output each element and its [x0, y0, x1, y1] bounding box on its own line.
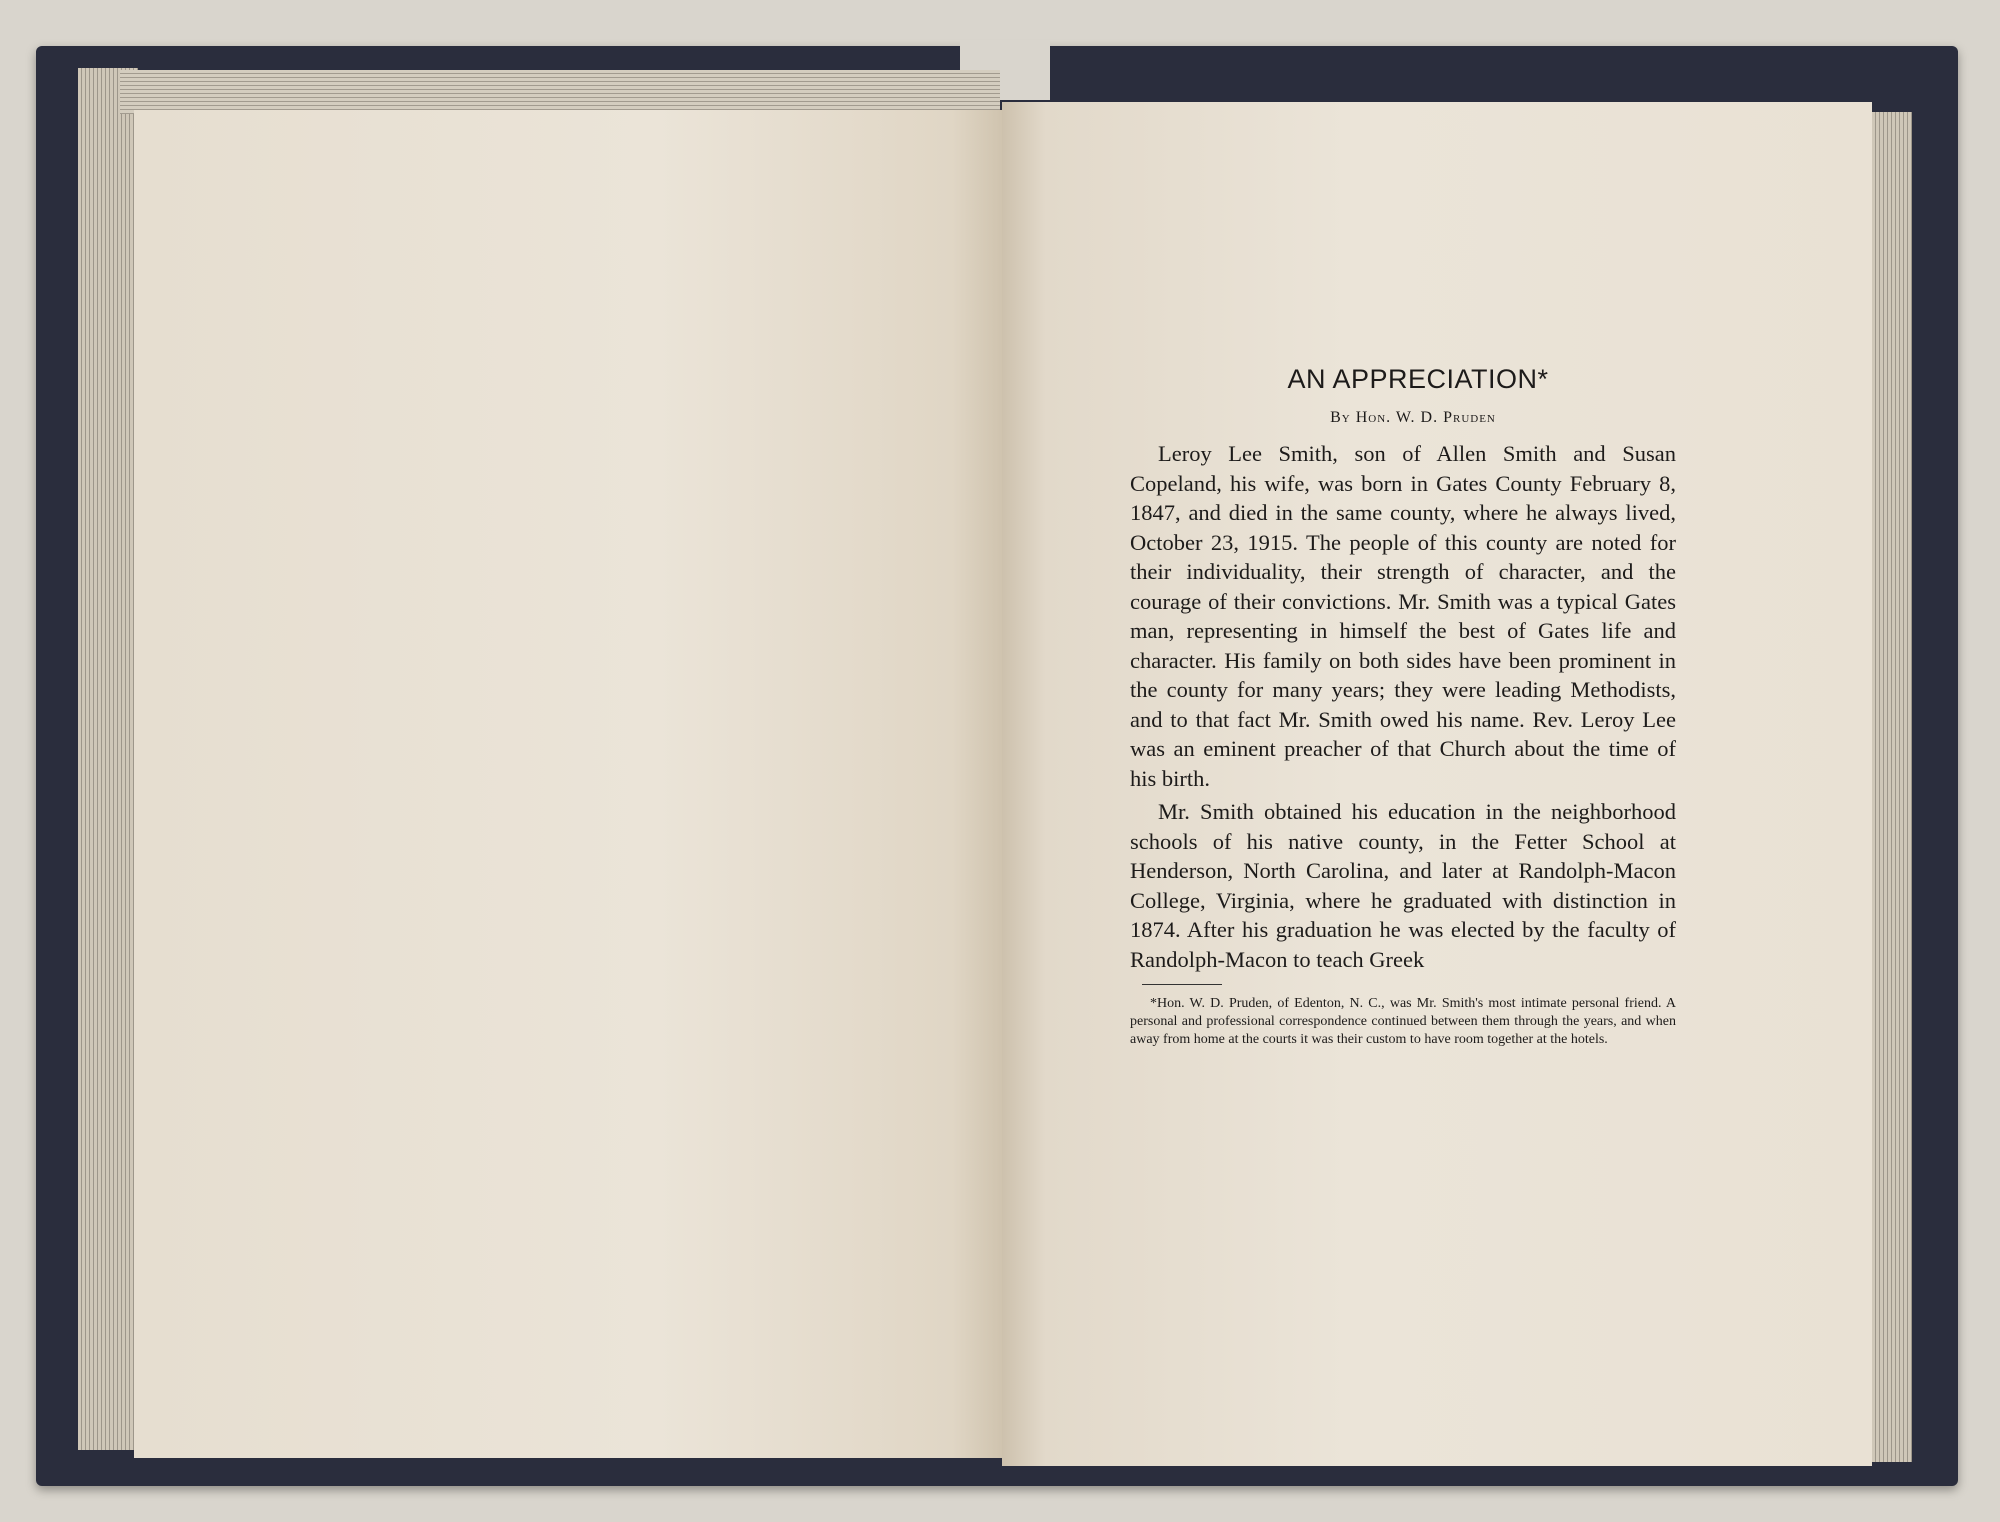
- paragraph-2: Mr. Smith obtained his education in the neighborhood schools of his native county, in the Fetter School at Henderson, North Carolina, and later at Randolph-Macon College, Virginia, where he graduated with distinction in 1874. After his graduation he was elected by the faculty of Randolph-Macon to teach Greek: [1130, 799, 1676, 972]
- page-edges-right: [1868, 112, 1912, 1462]
- article-title: AN APPRECIATION*: [1287, 364, 1549, 394]
- left-page: [134, 110, 1004, 1458]
- article-byline: By Hon. W. D. Pruden: [1330, 409, 1496, 426]
- footnote-rule: [1142, 984, 1222, 985]
- page-edges-top: [120, 70, 1000, 114]
- paragraph-1: Leroy Lee Smith, son of Allen Smith and Susan Copeland, his wife, was born in Gates County February 8, 1847, and died in the same county, where he always lived, October 23, 1915. The people of this county are noted for their individuality, their strength of character, and the courage of their convictions. Mr. Smith was a typical Gates man, representing in himself the best of Gates life and character. His family on both sides have been prominent in the county for many years; they were leading Methodists, and to that fact Mr. Smith owed his name. Rev. Leroy Lee was an eminent preacher of that Church about the time of his birth.: [1130, 441, 1676, 791]
- footnote: *Hon. W. D. Pruden, of Edenton, N. C., was Mr. Smith's most intimate personal friend. A personal and professional correspondence continued between them through the years, and when away from home at the courts it was their custom to have room together at the hotels.: [1130, 996, 1676, 1047]
- article-text-block: [1130, 364, 1676, 1049]
- page-edges-left: [78, 68, 138, 1450]
